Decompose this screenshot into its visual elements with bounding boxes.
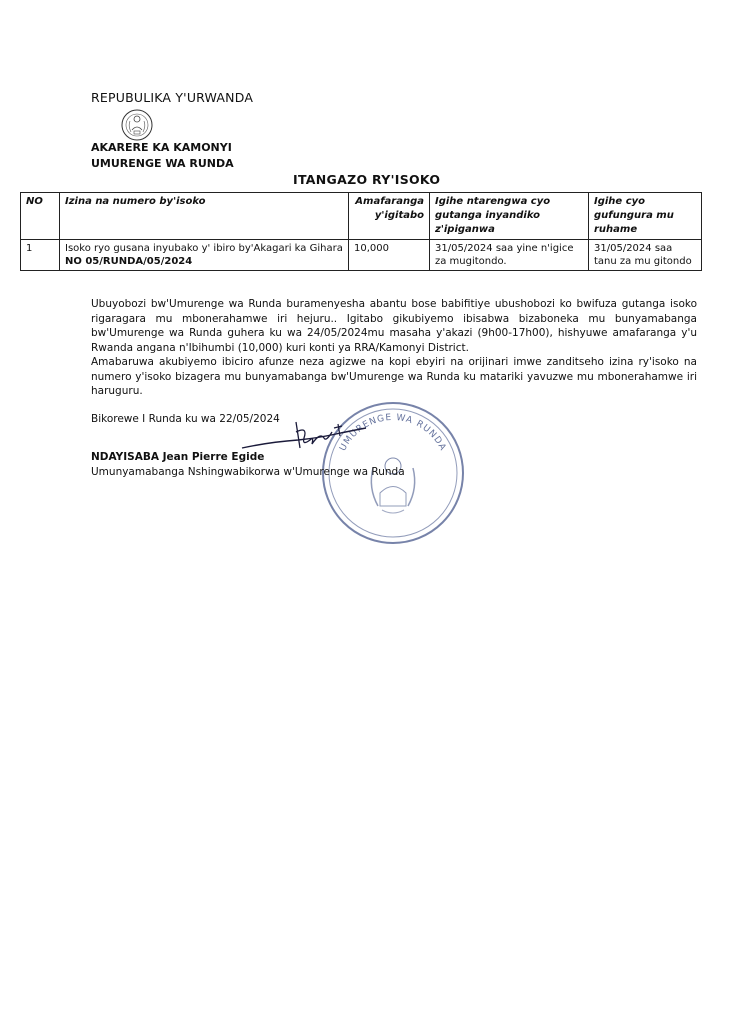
- table-header-row: [21, 193, 702, 240]
- tender-table: [20, 192, 702, 271]
- signer-title: Umunyamabanga Nshingwabikorwa w'Umurenge wa Runda: [91, 466, 405, 478]
- sector-name: UMURENGE WA RUNDA: [91, 157, 234, 170]
- notice-body: [91, 297, 697, 399]
- signer-name: NDAYISABA Jean Pierre Egide: [91, 451, 265, 463]
- district-name: AKARERE KA KAMONYI: [91, 141, 232, 154]
- header-opening: Igihe cyo gufungura mu ruhame: [589, 193, 702, 240]
- header-deadline: Igihe ntarengwa cyo gutanga inyandiko z'ipiganwa: [430, 193, 589, 240]
- cell-opening: 31/05/2024 saa tanu za mu gitondo: [589, 240, 702, 271]
- header-name: Izina na numero by'isoko: [60, 193, 349, 240]
- cell-no: 1: [21, 240, 60, 271]
- tender-name: Isoko ryo gusana inyubako y' ibiro by'Akagari ka Gihara: [65, 243, 343, 254]
- notice-title: ITANGAZO RY'ISOKO: [293, 172, 441, 187]
- republic-heading: REPUBULIKA Y'URWANDA: [91, 90, 254, 105]
- header-no: NO: [21, 193, 60, 240]
- cell-deadline: 31/05/2024 saa yine n'igice za mugitondo.: [430, 240, 589, 271]
- body-paragraph-2: Amabaruwa akubiyemo ibiciro afunze neza agizwe na kopi ebyiri na orijinari imwe zanditseho izina ry'isoko na numero y'isoko bizagera mu bunyamabanga bw'Umurenge wa Runda ku matariki yavuzwe mu mbonerahamwe iri haruguru.: [91, 356, 697, 397]
- place-date: Bikorewe I Runda ku wa 22/05/2024: [91, 413, 280, 425]
- table-row: [21, 240, 702, 271]
- district-block: [91, 140, 234, 172]
- stamp-text: UMURENGE WA RUNDA: [338, 412, 448, 453]
- rwanda-emblem-icon: [120, 108, 154, 142]
- body-paragraph-1: Ubuyobozi bw'Umurenge wa Runda buramenyesha abantu bose babifitiye ubushobozi ko bwifuza gutanga isoko rigaragara mu mbonerahamwe iri hejuru.. Igitabo gikubiyemo ibisabwa bizaboneka mu bunyamabanga bw'Umurenge wa Runda guhera ku wa 24/05/2024mu masaha y'akazi (9h00-17h00), hishyuwe amafaranga y'u Rwanda angana n'Ibihumbi (10,000) kuri konti ya RRA/Kamonyi District.: [91, 298, 697, 354]
- header-fee: Amafaranga y'igitabo: [349, 193, 430, 240]
- cell-name: [60, 240, 349, 271]
- tender-reference: NO 05/RUNDA/05/2024: [65, 256, 193, 267]
- cell-fee: 10,000: [349, 240, 430, 271]
